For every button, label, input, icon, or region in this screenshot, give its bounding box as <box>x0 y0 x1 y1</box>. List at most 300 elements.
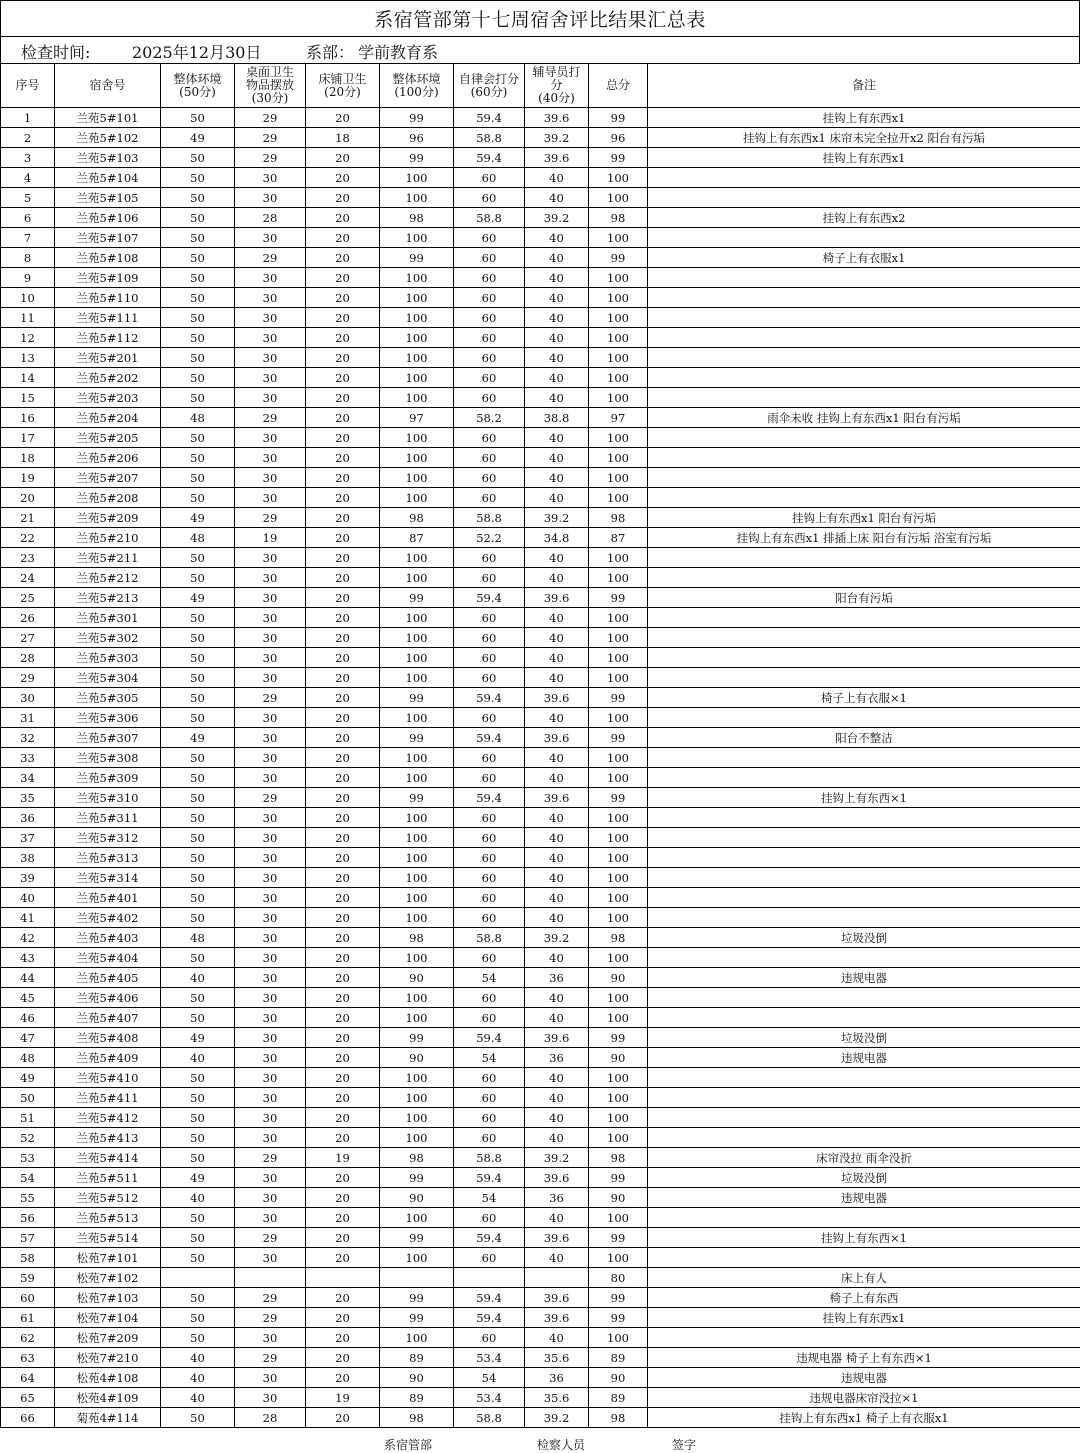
cell-total: 90 <box>589 1188 648 1208</box>
cell-index: 59 <box>1 1268 55 1288</box>
cell-total: 100 <box>589 908 648 928</box>
cell-room: 兰苑5#205 <box>55 428 161 448</box>
cell-room: 兰苑5#407 <box>55 1008 161 1028</box>
cell-total: 90 <box>589 968 648 988</box>
cell-remark <box>648 168 1080 188</box>
cell-council60: 60 <box>454 268 525 288</box>
cell-desk30: 30 <box>235 1028 306 1048</box>
cell-room: 兰苑5#305 <box>55 688 161 708</box>
column-header: 宿舍号 <box>55 64 161 108</box>
cell-counselor40: 36 <box>525 968 589 988</box>
column-header: 辅导员打 分 (40分) <box>525 64 589 108</box>
cell-env50: 49 <box>161 588 235 608</box>
cell-remark: 违规电器 <box>648 968 1080 988</box>
cell-total: 89 <box>589 1348 648 1368</box>
cell-council60: 60 <box>454 1208 525 1228</box>
cell-env50: 50 <box>161 708 235 728</box>
cell-counselor40: 40 <box>525 708 589 728</box>
table-row <box>1 1188 1080 1208</box>
table-row <box>1 1388 1080 1408</box>
cell-remark: 垃圾没倒 <box>648 1028 1080 1048</box>
cell-env100: 99 <box>380 1228 454 1248</box>
cell-index: 19 <box>1 468 55 488</box>
cell-counselor40: 40 <box>525 568 589 588</box>
cell-env50: 40 <box>161 1348 235 1368</box>
table-row <box>1 788 1080 808</box>
cell-index: 43 <box>1 948 55 968</box>
cell-counselor40: 40 <box>525 1008 589 1028</box>
cell-desk30: 30 <box>235 1248 306 1268</box>
cell-index: 30 <box>1 688 55 708</box>
cell-bed20: 20 <box>306 888 380 908</box>
cell-env100: 100 <box>380 1088 454 1108</box>
cell-env50: 50 <box>161 848 235 868</box>
cell-bed20: 20 <box>306 1028 380 1048</box>
department-label: 系部： <box>306 43 355 62</box>
cell-index: 64 <box>1 1368 55 1388</box>
cell-room: 松苑7#210 <box>55 1348 161 1368</box>
cell-env50: 50 <box>161 1228 235 1248</box>
cell-remark: 挂钩上有东西x1 <box>648 148 1080 168</box>
cell-council60: 60 <box>454 828 525 848</box>
cell-desk30: 30 <box>235 388 306 408</box>
cell-total: 99 <box>589 588 648 608</box>
cell-room: 兰苑5#406 <box>55 988 161 1008</box>
cell-env50: 50 <box>161 908 235 928</box>
cell-council60: 60 <box>454 428 525 448</box>
cell-bed20: 20 <box>306 548 380 568</box>
cell-env100: 98 <box>380 928 454 948</box>
cell-council60: 59.4 <box>454 588 525 608</box>
cell-remark <box>648 908 1080 928</box>
cell-remark <box>648 1328 1080 1348</box>
cell-room: 松苑4#109 <box>55 1388 161 1408</box>
cell-council60: 59.4 <box>454 788 525 808</box>
cell-env50: 49 <box>161 128 235 148</box>
cell-council60 <box>454 1268 525 1288</box>
cell-room: 兰苑5#301 <box>55 608 161 628</box>
table-row <box>1 468 1080 488</box>
table-row <box>1 168 1080 188</box>
cell-desk30: 29 <box>235 128 306 148</box>
cell-remark: 椅子上有衣服×1 <box>648 688 1080 708</box>
cell-remark <box>648 288 1080 308</box>
cell-council60: 59.4 <box>454 728 525 748</box>
cell-total: 89 <box>589 1388 648 1408</box>
cell-room: 兰苑5#303 <box>55 648 161 668</box>
cell-index: 61 <box>1 1308 55 1328</box>
cell-env100: 100 <box>380 548 454 568</box>
cell-env50: 50 <box>161 1148 235 1168</box>
table-row <box>1 1128 1080 1148</box>
cell-env50: 50 <box>161 328 235 348</box>
cell-counselor40: 40 <box>525 328 589 348</box>
cell-env50: 50 <box>161 248 235 268</box>
cell-total: 80 <box>589 1268 648 1288</box>
cell-remark <box>648 1248 1080 1268</box>
cell-bed20: 20 <box>306 868 380 888</box>
cell-bed20: 20 <box>306 1348 380 1368</box>
cell-env100 <box>380 1268 454 1288</box>
cell-room: 兰苑5#308 <box>55 748 161 768</box>
table-row <box>1 1208 1080 1228</box>
cell-desk30: 29 <box>235 1228 306 1248</box>
cell-env100: 90 <box>380 968 454 988</box>
cell-index: 49 <box>1 1068 55 1088</box>
cell-remark <box>648 328 1080 348</box>
cell-desk30: 29 <box>235 1348 306 1368</box>
cell-desk30: 29 <box>235 148 306 168</box>
cell-bed20: 20 <box>306 468 380 488</box>
cell-bed20: 20 <box>306 428 380 448</box>
cell-index: 57 <box>1 1228 55 1248</box>
cell-desk30: 30 <box>235 568 306 588</box>
cell-council60: 60 <box>454 908 525 928</box>
cell-bed20: 20 <box>306 228 380 248</box>
cell-counselor40: 39.2 <box>525 1408 589 1428</box>
cell-bed20: 20 <box>306 1188 380 1208</box>
cell-total: 97 <box>589 408 648 428</box>
cell-env100: 98 <box>380 1148 454 1168</box>
cell-counselor40: 38.8 <box>525 408 589 428</box>
cell-index: 41 <box>1 908 55 928</box>
cell-index: 18 <box>1 448 55 468</box>
cell-room: 松苑7#104 <box>55 1308 161 1328</box>
cell-room: 兰苑5#512 <box>55 1188 161 1208</box>
cell-remark: 垃圾没倒 <box>648 928 1080 948</box>
cell-total: 100 <box>589 308 648 328</box>
cell-desk30: 19 <box>235 528 306 548</box>
cell-room: 松苑7#101 <box>55 1248 161 1268</box>
cell-total: 100 <box>589 768 648 788</box>
cell-counselor40: 35.6 <box>525 1348 589 1368</box>
cell-bed20: 20 <box>306 928 380 948</box>
cell-room: 兰苑5#102 <box>55 128 161 148</box>
cell-counselor40: 40 <box>525 868 589 888</box>
cell-room: 兰苑5#112 <box>55 328 161 348</box>
table-header-row <box>1 64 1080 108</box>
cell-remark <box>648 488 1080 508</box>
table-row <box>1 328 1080 348</box>
cell-bed20: 18 <box>306 128 380 148</box>
cell-env50: 40 <box>161 1388 235 1408</box>
cell-desk30: 30 <box>235 848 306 868</box>
cell-bed20: 20 <box>306 1108 380 1128</box>
table-row <box>1 608 1080 628</box>
cell-council60: 60 <box>454 1248 525 1268</box>
cell-council60: 60 <box>454 1068 525 1088</box>
cell-counselor40: 40 <box>525 848 589 868</box>
cell-counselor40: 40 <box>525 1248 589 1268</box>
cell-bed20: 20 <box>306 748 380 768</box>
cell-room: 兰苑5#103 <box>55 148 161 168</box>
cell-total: 100 <box>589 328 648 348</box>
cell-env50: 50 <box>161 888 235 908</box>
cell-env50: 50 <box>161 788 235 808</box>
cell-room: 松苑4#108 <box>55 1368 161 1388</box>
cell-council60: 60 <box>454 228 525 248</box>
cell-remark <box>648 368 1080 388</box>
cell-desk30: 30 <box>235 1068 306 1088</box>
cell-remark <box>648 1208 1080 1228</box>
cell-desk30: 29 <box>235 788 306 808</box>
cell-council60: 60 <box>454 288 525 308</box>
table-row <box>1 488 1080 508</box>
cell-total: 100 <box>589 948 648 968</box>
table-row <box>1 428 1080 448</box>
cell-bed20: 20 <box>306 1168 380 1188</box>
cell-desk30: 30 <box>235 1048 306 1068</box>
cell-total: 99 <box>589 1028 648 1048</box>
cell-council60: 60 <box>454 708 525 728</box>
cell-index: 23 <box>1 548 55 568</box>
cell-total: 100 <box>589 388 648 408</box>
cell-index: 58 <box>1 1248 55 1268</box>
table-row <box>1 1228 1080 1248</box>
cell-env100: 100 <box>380 768 454 788</box>
cell-counselor40 <box>525 1268 589 1288</box>
cell-council60: 60 <box>454 668 525 688</box>
cell-room: 兰苑5#207 <box>55 468 161 488</box>
cell-room: 兰苑5#109 <box>55 268 161 288</box>
cell-counselor40: 40 <box>525 448 589 468</box>
cell-env100: 100 <box>380 868 454 888</box>
cell-total: 100 <box>589 1128 648 1148</box>
cell-index: 60 <box>1 1288 55 1308</box>
table-row <box>1 348 1080 368</box>
cell-index: 31 <box>1 708 55 728</box>
cell-env50: 50 <box>161 1328 235 1348</box>
cell-total: 100 <box>589 1108 648 1128</box>
cell-total: 100 <box>589 1068 648 1088</box>
table-row <box>1 768 1080 788</box>
cell-counselor40: 40 <box>525 348 589 368</box>
cell-env100: 100 <box>380 1128 454 1148</box>
cell-total: 87 <box>589 528 648 548</box>
cell-desk30: 28 <box>235 1408 306 1428</box>
cell-env100: 99 <box>380 1168 454 1188</box>
cell-counselor40: 40 <box>525 648 589 668</box>
column-header: 总分 <box>589 64 648 108</box>
cell-env100: 100 <box>380 468 454 488</box>
footer-inspector: 检察人员 <box>537 1438 586 1452</box>
cell-total: 100 <box>589 608 648 628</box>
cell-council60: 60 <box>454 868 525 888</box>
cell-env100: 100 <box>380 888 454 908</box>
cell-room: 兰苑5#402 <box>55 908 161 928</box>
table-row <box>1 1348 1080 1368</box>
cell-index: 7 <box>1 228 55 248</box>
cell-index: 15 <box>1 388 55 408</box>
cell-room: 兰苑5#208 <box>55 488 161 508</box>
cell-total: 100 <box>589 488 648 508</box>
score-table <box>0 63 1080 1428</box>
cell-index: 52 <box>1 1128 55 1148</box>
cell-env50: 48 <box>161 528 235 548</box>
cell-bed20: 20 <box>306 408 380 428</box>
table-row <box>1 228 1080 248</box>
cell-desk30: 30 <box>235 348 306 368</box>
table-row <box>1 1028 1080 1048</box>
cell-index: 8 <box>1 248 55 268</box>
cell-env100: 100 <box>380 648 454 668</box>
cell-env100: 100 <box>380 1248 454 1268</box>
cell-council60: 58.8 <box>454 508 525 528</box>
table-row <box>1 708 1080 728</box>
cell-env50: 50 <box>161 648 235 668</box>
cell-index: 39 <box>1 868 55 888</box>
cell-env100: 100 <box>380 168 454 188</box>
cell-env100: 100 <box>380 328 454 348</box>
cell-total: 100 <box>589 1328 648 1348</box>
cell-env100: 99 <box>380 248 454 268</box>
cell-counselor40: 39.2 <box>525 928 589 948</box>
cell-env100: 100 <box>380 628 454 648</box>
cell-env100: 100 <box>380 1008 454 1028</box>
cell-bed20: 20 <box>306 1128 380 1148</box>
cell-desk30: 30 <box>235 768 306 788</box>
cell-total: 96 <box>589 128 648 148</box>
cell-remark: 挂钩上有东西x1 <box>648 1308 1080 1328</box>
cell-index: 47 <box>1 1028 55 1048</box>
cell-env100: 99 <box>380 688 454 708</box>
cell-remark <box>648 348 1080 368</box>
cell-index: 42 <box>1 928 55 948</box>
cell-env50: 50 <box>161 628 235 648</box>
cell-bed20: 20 <box>306 568 380 588</box>
cell-counselor40: 40 <box>525 1088 589 1108</box>
cell-room: 兰苑5#304 <box>55 668 161 688</box>
cell-room: 兰苑5#311 <box>55 808 161 828</box>
cell-index: 46 <box>1 1008 55 1028</box>
cell-room: 兰苑5#313 <box>55 848 161 868</box>
cell-counselor40: 40 <box>525 808 589 828</box>
cell-env50: 50 <box>161 688 235 708</box>
cell-desk30: 30 <box>235 308 306 328</box>
cell-total: 98 <box>589 1408 648 1428</box>
cell-total: 98 <box>589 208 648 228</box>
cell-env100: 100 <box>380 188 454 208</box>
cell-index: 21 <box>1 508 55 528</box>
cell-desk30: 30 <box>235 748 306 768</box>
cell-council60: 60 <box>454 568 525 588</box>
cell-bed20: 20 <box>306 1328 380 1348</box>
cell-env50: 50 <box>161 308 235 328</box>
table-row <box>1 1048 1080 1068</box>
cell-counselor40: 40 <box>525 1108 589 1128</box>
cell-env50: 50 <box>161 228 235 248</box>
cell-env50: 50 <box>161 368 235 388</box>
column-header: 整体环境 (100分) <box>380 64 454 108</box>
cell-council60: 60 <box>454 168 525 188</box>
cell-counselor40: 39.6 <box>525 1028 589 1048</box>
cell-council60: 59.4 <box>454 1168 525 1188</box>
cell-council60: 53.4 <box>454 1348 525 1368</box>
cell-total: 99 <box>589 728 648 748</box>
cell-remark <box>648 448 1080 468</box>
cell-counselor40: 39.6 <box>525 148 589 168</box>
cell-env50: 50 <box>161 808 235 828</box>
cell-bed20: 19 <box>306 1148 380 1168</box>
cell-env100: 99 <box>380 1288 454 1308</box>
table-row <box>1 688 1080 708</box>
cell-env100: 98 <box>380 1408 454 1428</box>
table-row <box>1 628 1080 648</box>
cell-total: 100 <box>589 1088 648 1108</box>
cell-index: 45 <box>1 988 55 1008</box>
info-row <box>0 37 1080 63</box>
cell-remark: 挂钩上有东西x1 阳台有污垢 <box>648 508 1080 528</box>
cell-bed20: 20 <box>306 828 380 848</box>
cell-desk30: 30 <box>235 928 306 948</box>
cell-index: 10 <box>1 288 55 308</box>
cell-bed20: 20 <box>306 968 380 988</box>
check-time-label: 检查时间: <box>21 43 91 62</box>
cell-desk30: 29 <box>235 508 306 528</box>
cell-env50: 49 <box>161 728 235 748</box>
cell-bed20: 20 <box>306 1208 380 1228</box>
cell-index: 3 <box>1 148 55 168</box>
table-row <box>1 1108 1080 1128</box>
cell-room: 兰苑5#306 <box>55 708 161 728</box>
cell-council60: 58.2 <box>454 408 525 428</box>
cell-env50: 50 <box>161 988 235 1008</box>
cell-desk30: 29 <box>235 248 306 268</box>
cell-counselor40: 40 <box>525 1208 589 1228</box>
cell-room: 兰苑5#312 <box>55 828 161 848</box>
cell-council60: 60 <box>454 988 525 1008</box>
table-row <box>1 808 1080 828</box>
cell-remark: 椅子上有衣服x1 <box>648 248 1080 268</box>
table-row <box>1 248 1080 268</box>
table-row <box>1 1408 1080 1428</box>
cell-desk30: 30 <box>235 448 306 468</box>
cell-room: 兰苑5#403 <box>55 928 161 948</box>
cell-counselor40: 40 <box>525 748 589 768</box>
cell-council60: 60 <box>454 608 525 628</box>
column-header: 备注 <box>648 64 1080 108</box>
cell-env50: 50 <box>161 568 235 588</box>
cell-remark <box>648 748 1080 768</box>
cell-counselor40: 40 <box>525 888 589 908</box>
cell-council60: 58.8 <box>454 1148 525 1168</box>
cell-index: 36 <box>1 808 55 828</box>
cell-remark <box>648 1108 1080 1128</box>
cell-counselor40: 40 <box>525 608 589 628</box>
cell-council60: 60 <box>454 388 525 408</box>
cell-bed20: 20 <box>306 608 380 628</box>
cell-total: 99 <box>589 688 648 708</box>
cell-room: 兰苑5#213 <box>55 588 161 608</box>
cell-room: 兰苑5#202 <box>55 368 161 388</box>
cell-env100: 100 <box>380 1328 454 1348</box>
cell-counselor40: 39.6 <box>525 688 589 708</box>
cell-desk30: 30 <box>235 728 306 748</box>
cell-env100: 100 <box>380 268 454 288</box>
cell-env100: 100 <box>380 748 454 768</box>
cell-desk30: 30 <box>235 1168 306 1188</box>
cell-index: 55 <box>1 1188 55 1208</box>
cell-env100: 90 <box>380 1368 454 1388</box>
cell-index: 50 <box>1 1088 55 1108</box>
cell-counselor40: 40 <box>525 828 589 848</box>
cell-council60: 58.8 <box>454 208 525 228</box>
cell-desk30: 30 <box>235 188 306 208</box>
cell-room: 兰苑5#414 <box>55 1148 161 1168</box>
cell-desk30: 30 <box>235 288 306 308</box>
cell-env50: 50 <box>161 748 235 768</box>
cell-env50: 50 <box>161 868 235 888</box>
